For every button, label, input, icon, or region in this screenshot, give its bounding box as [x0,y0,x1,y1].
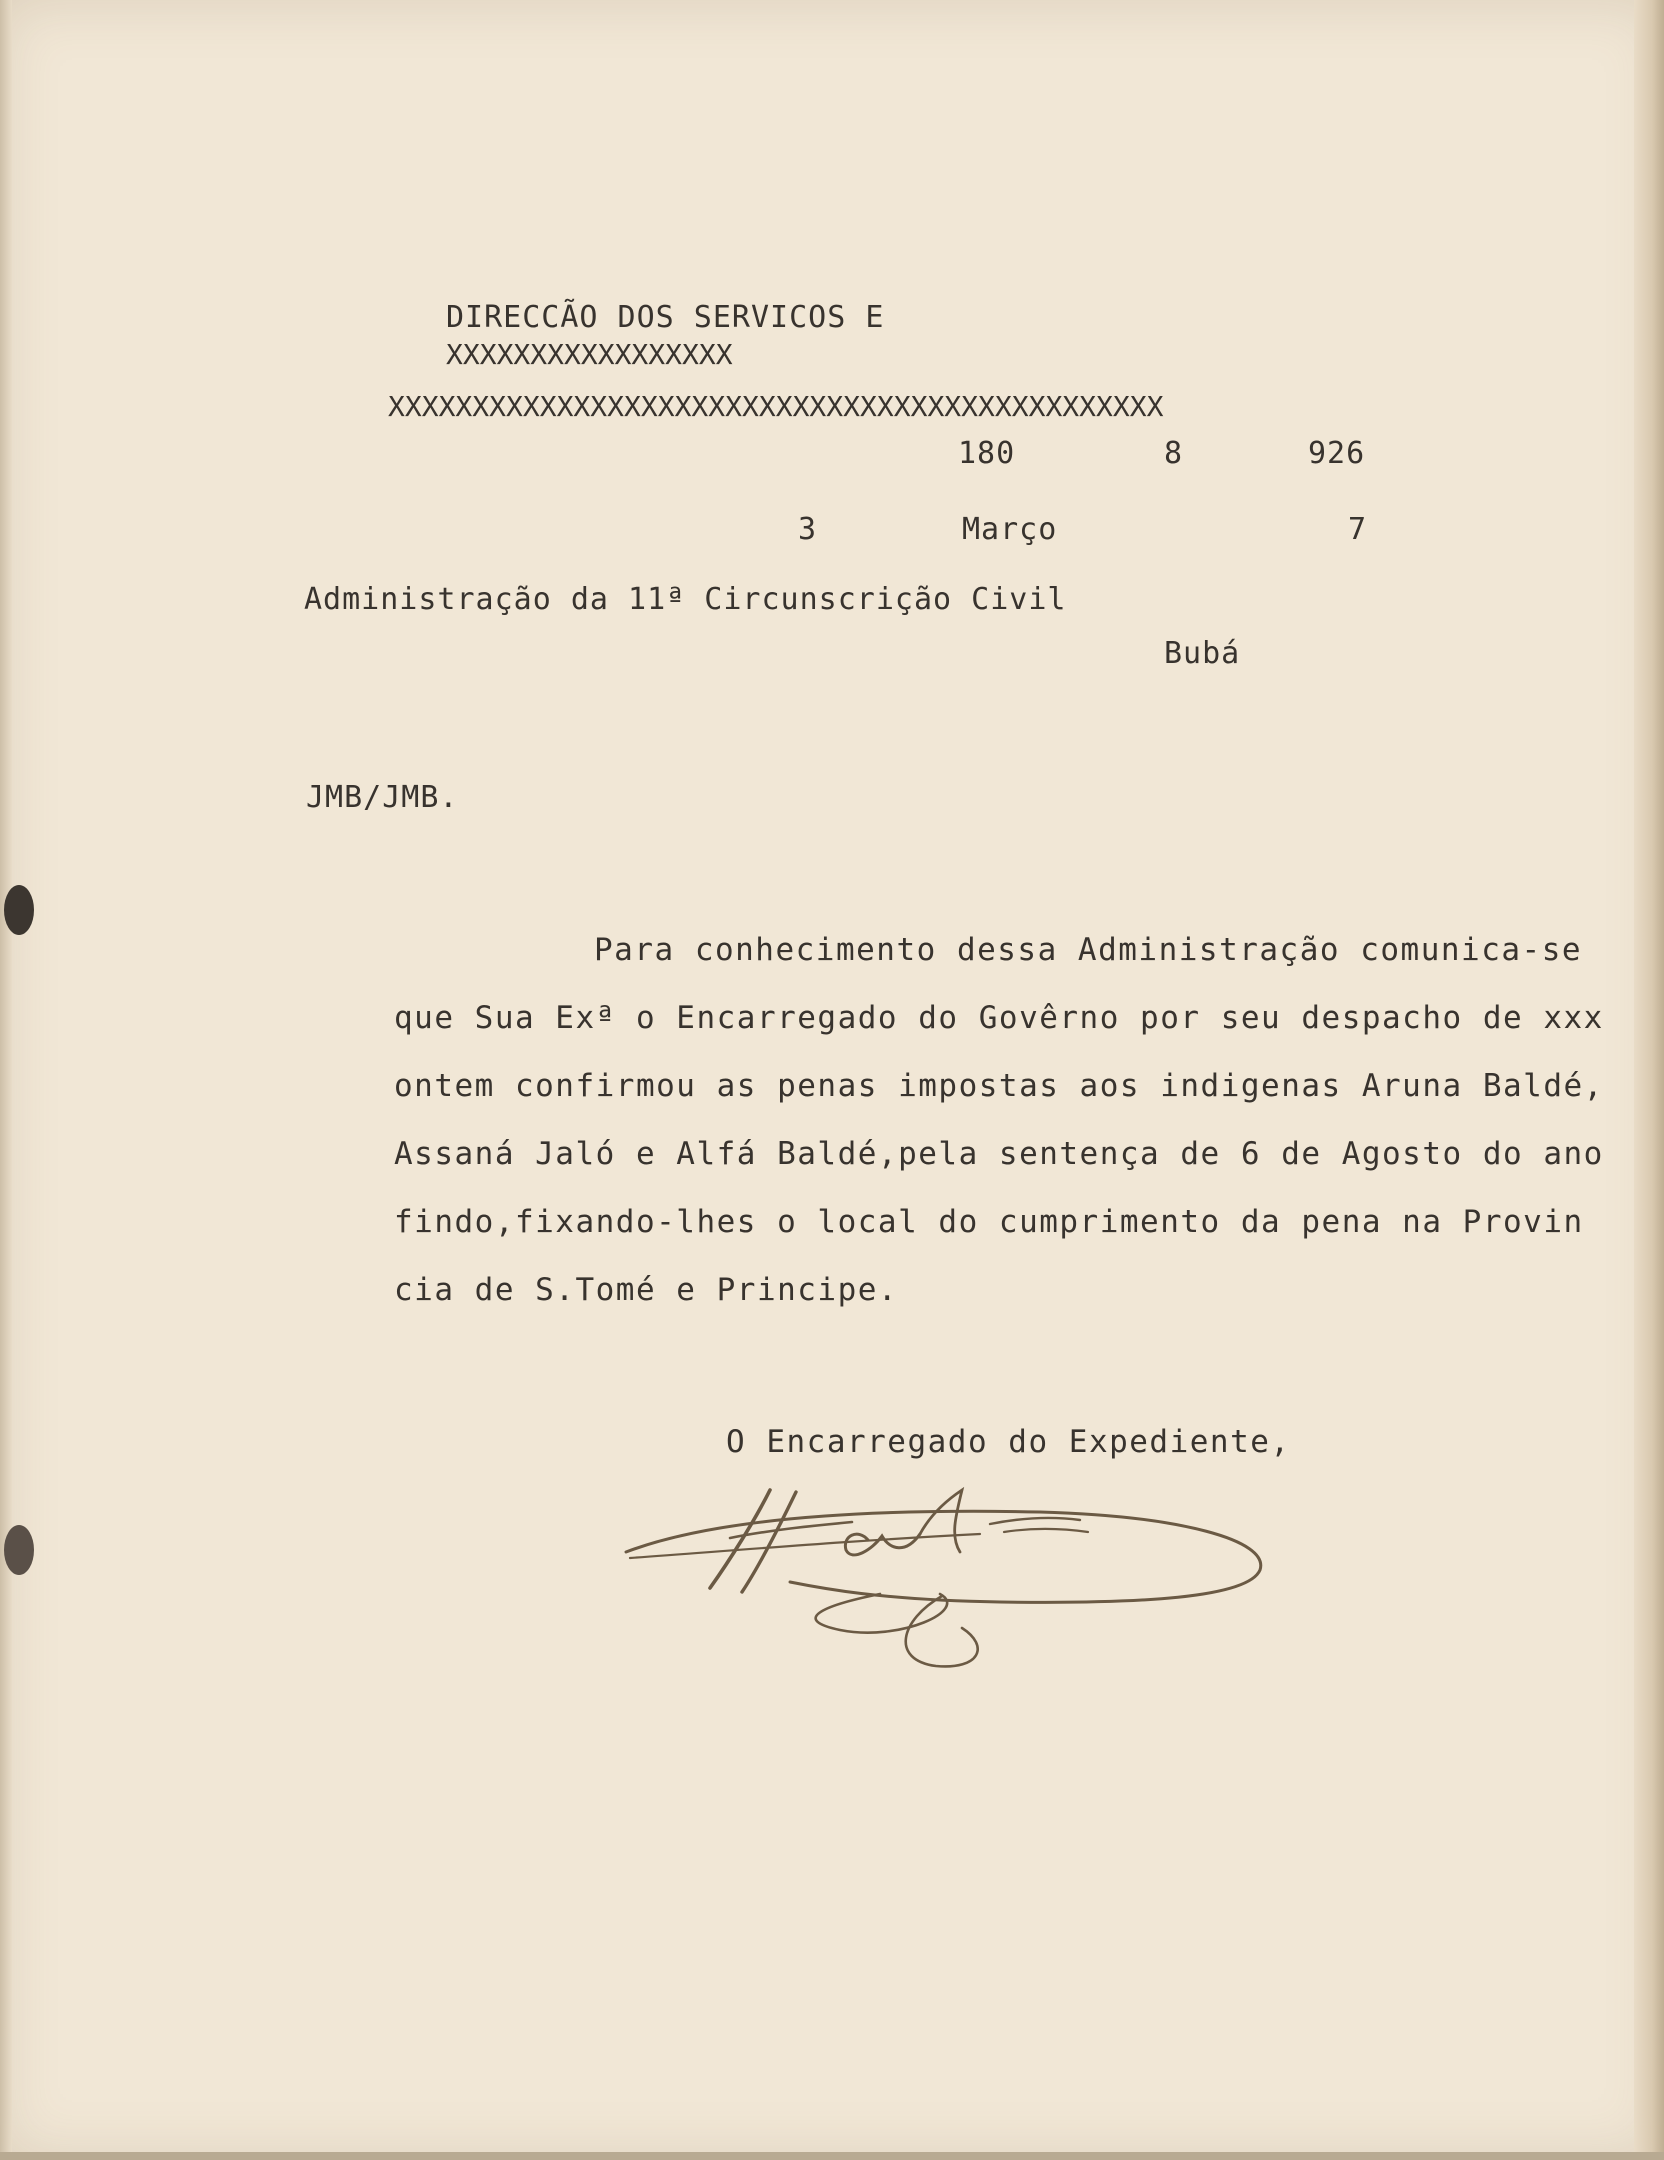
binder-hole-lower [4,1525,34,1575]
initials: JMB/JMB. [306,780,459,815]
struck-header-line: XXXXXXXXXXXXXXXXX [446,338,733,371]
date-day: 3 [798,512,818,547]
page-left-edge [0,0,12,2160]
body-line: Para conhecimento dessa Administração comunica-se [594,932,1583,968]
addressee-place: Bubá [1164,636,1241,671]
date-year-digit: 7 [1348,512,1368,547]
signature-image [620,1470,1280,1670]
body-line: cia de S.Tomé e Principe. [394,1272,899,1308]
body-line: Assaná Jaló e Alfá Baldé,pela sentença de 6 de Agosto do ano [394,1136,1604,1172]
department-header: DIRECCÃO DOS SERVICOS E [446,300,885,335]
closing-title: O Encarregado do Expediente, [726,1424,1291,1460]
reference-sub: 8 [1164,436,1184,471]
reference-year: 926 [1308,436,1366,471]
body-line: ontem confirmou as penas impostas aos indigenas Aruna Baldé, [394,1068,1604,1104]
date-month: Março [962,512,1058,547]
body-line: que Sua Exª o Encarregado do Govêrno por seu despacho de xxx [394,1000,1604,1036]
binder-hole-upper [4,885,34,935]
addressee-line: Administração da 11ª Circunscrição Civil [304,582,1067,617]
page-right-edge [1634,0,1664,2160]
body-line: findo,fixando-lhes o local do cumprimento da pena na Provin [394,1204,1584,1240]
page-bottom-edge [0,2152,1664,2160]
reference-number: 180 [958,436,1016,471]
struck-header-line-long: XXXXXXXXXXXXXXXXXXXXXXXXXXXXXXXXXXXXXXXXXXXXXX [388,390,1164,423]
